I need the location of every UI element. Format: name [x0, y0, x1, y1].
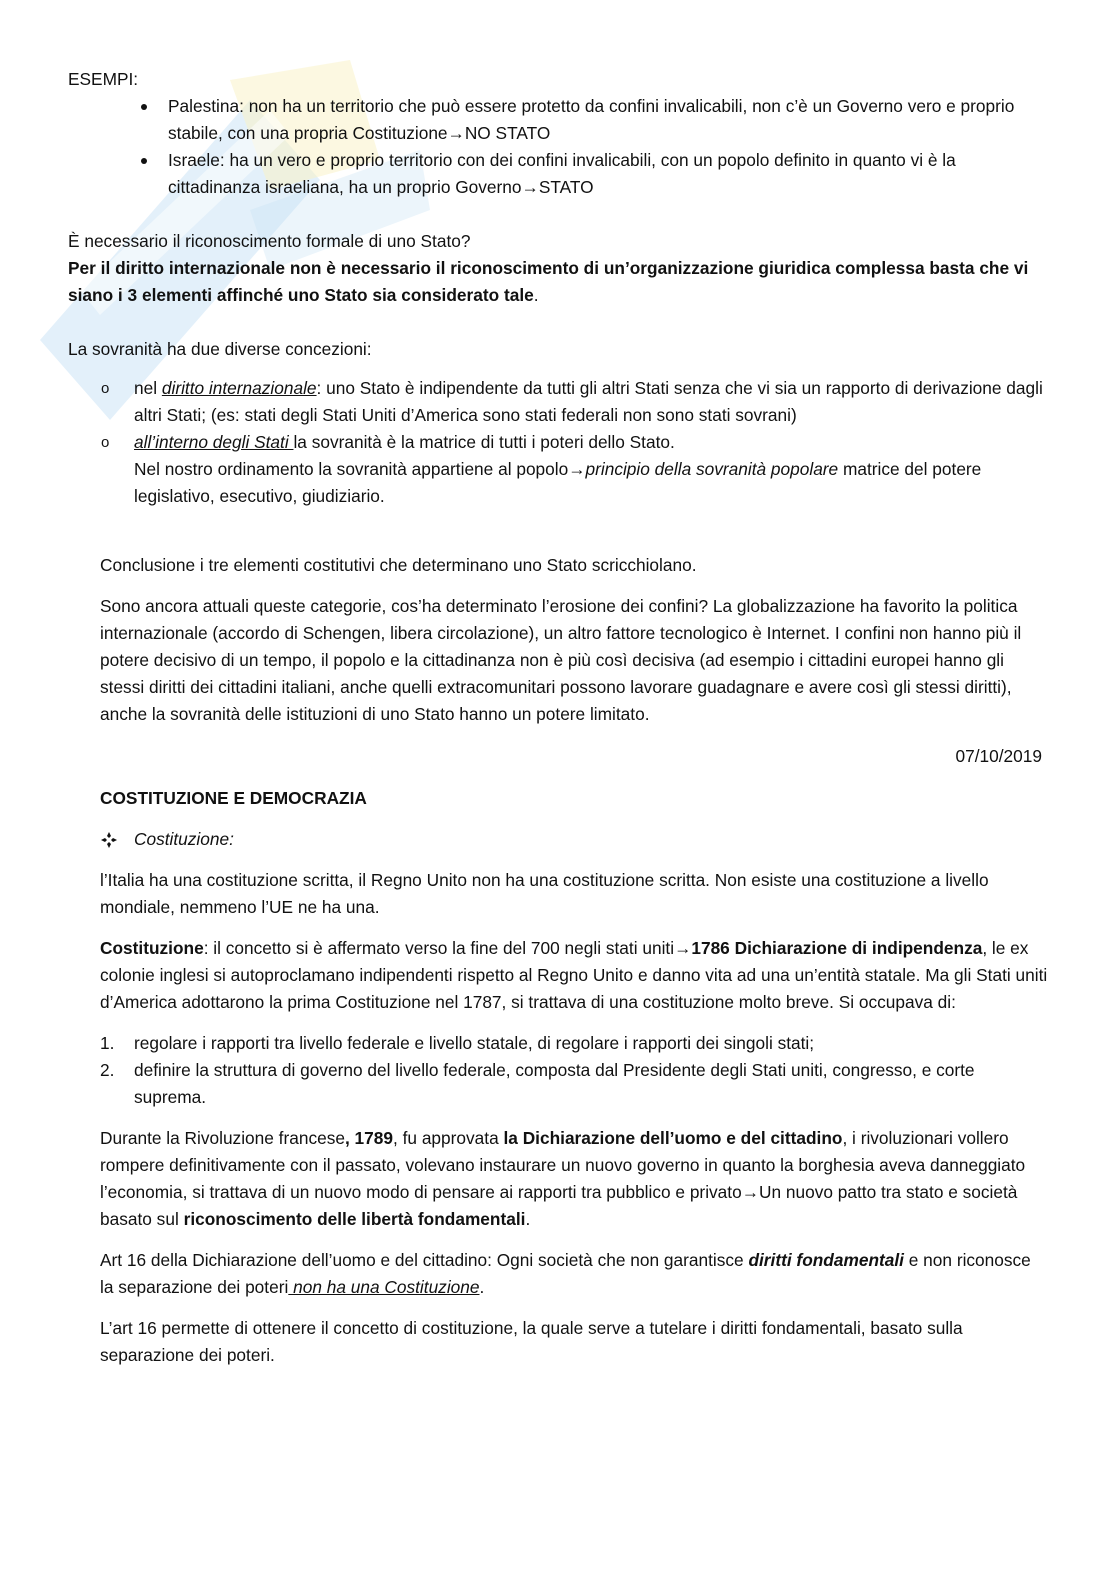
sovranita-list [68, 375, 1048, 510]
page-content [68, 66, 1048, 1369]
list-item: o nel diritto internazionale: uno Stato è indipendente da tutti gli altri Stati senza che vi sia un rapporto di derivazione dagli altri Stati; (es: stati degli Stati Uniti d’America sono stati federali non sono stati sovrani) [134, 375, 1048, 429]
circle-bullet-icon: o [101, 434, 110, 451]
date-label: 07/10/2019 [955, 746, 1042, 766]
italia-paragraph: l’Italia ha una costituzione scritta, il Regno Unito non ha una costituzione scritta. Non esiste una costituzione a livello mondiale, nemmeno l’UE ne ha una. [100, 870, 989, 917]
arrow-icon: → [568, 459, 586, 479]
rivoluzione-paragraph: Durante la Rivoluzione francese, 1789, fu approvata la Dichiarazione dell’uomo e del cittadino, i rivoluzionari vollero rompere definitivamente con il passato, volevano instaurare un nuovo governo in quanto la borghesia aveva danneggiato l’economia, si trattava di un nuovo modo di pensare ai rapporti tra pubblico e privato→Un nuovo patto tra stato e società basato sul riconoscimento delle libertà fondamentali. [100, 1128, 1026, 1229]
art16-paragraph: Art 16 della Dichiarazione dell’uomo e del cittadino: Ogni società che non garantisce diritti fondamentali e non riconosce la separazione dei poteri non ha una Costituzione. [100, 1250, 1031, 1297]
final-paragraph: L’art 16 permette di ottenere il concetto di costituzione, la quale serve a tutelare i diritti fondamentali, basato sulla separazione dei poteri. [100, 1318, 963, 1365]
arrow-icon: → [521, 177, 539, 197]
list-item: Israele: ha un vero e proprio territorio con dei confini invalicabili, con un popolo definito in quanto vi è la cittadinanza israeliana, ha un proprio Governo→STATO [168, 147, 1048, 201]
list-item: o all’interno degli Stati la sovranità è la matrice di tutti i poteri dello Stato. Nel nostro ordinamento la sovranità appartiene al popolo→principio della sovranità popolare matrice del potere legislativo, esecutivo, giudiziario. [134, 429, 1048, 510]
arrow-icon: → [674, 938, 692, 958]
circle-bullet-icon: o [101, 380, 110, 397]
section-title: COSTITUZIONE E DEMOCRAZIA [100, 788, 367, 808]
diamond-bullet-icon [100, 831, 118, 849]
sovranita-intro: La sovranità ha due diverse concezioni: [68, 339, 372, 359]
list-item: Palestina: non ha un territorio che può essere protetto da confini invalicabili, non c’è un Governo vero e proprio stabile, con una propria Costituzione→NO STATO [168, 93, 1048, 147]
esempi-heading: ESEMPI: [68, 69, 139, 89]
subsection-row [68, 826, 1048, 853]
question: È necessario il riconoscimento formale di uno Stato? [68, 231, 471, 251]
globalizzazione-paragraph: Sono ancora attuali queste categorie, cos’ha determinato l’erosione dei confini? La globalizzazione ha favorito la politica internazionale (accordo di Schengen, libera circolazione), un altro fattore tecnologico è Internet. I confini non hanno più il potere decisivo di un tempo, il popolo e la cittadinanza non è più così decisiva (ad esempio i cittadini europei hanno gli stessi diritti dei cittadini italiani, anche quelli extracomunitari possono lavorare guadagnare e avere così gli stessi diritti), anche la sovranità delle istituzioni di uno Stato hanno un potere limitato. [100, 596, 1022, 724]
subsection-title: Costituzione: [134, 829, 234, 849]
costituzione-paragraph: Costituzione: il concetto si è affermato verso la fine del 700 negli stati uniti→1786 Dichiarazione di indipendenza, le ex colonie inglesi si autoproclamano indipendenti rispetto al Regno Unito e danno vita ad una un’entità statale. Ma gli Stati uniti d’America adottarono la prima Costituzione nel 1787, si trattava di una costituzione molto breve. Si occupava di: [68, 935, 1048, 1016]
arrow-icon: → [447, 123, 465, 143]
arrow-icon: → [741, 1182, 759, 1202]
list-item: 2. definire la struttura di governo del livello federale, composta dal Presidente degli Stati uniti, congresso, e corte suprema. [100, 1060, 975, 1107]
conclusione: Conclusione i tre elementi costitutivi che determinano uno Stato scricchiolano. [100, 555, 697, 575]
answer: Per il diritto internazionale non è necessario il riconoscimento di un’organizzazione giuridica complessa basta che vi siano i 3 elementi affinché uno Stato sia considerato tale. [68, 258, 1029, 305]
examples-list [68, 93, 1048, 201]
numbered-list [68, 1030, 1048, 1111]
list-item: 1. regolare i rapporti tra livello federale e livello statale, di regolare i rapporti dei singoli stati; [100, 1033, 815, 1053]
